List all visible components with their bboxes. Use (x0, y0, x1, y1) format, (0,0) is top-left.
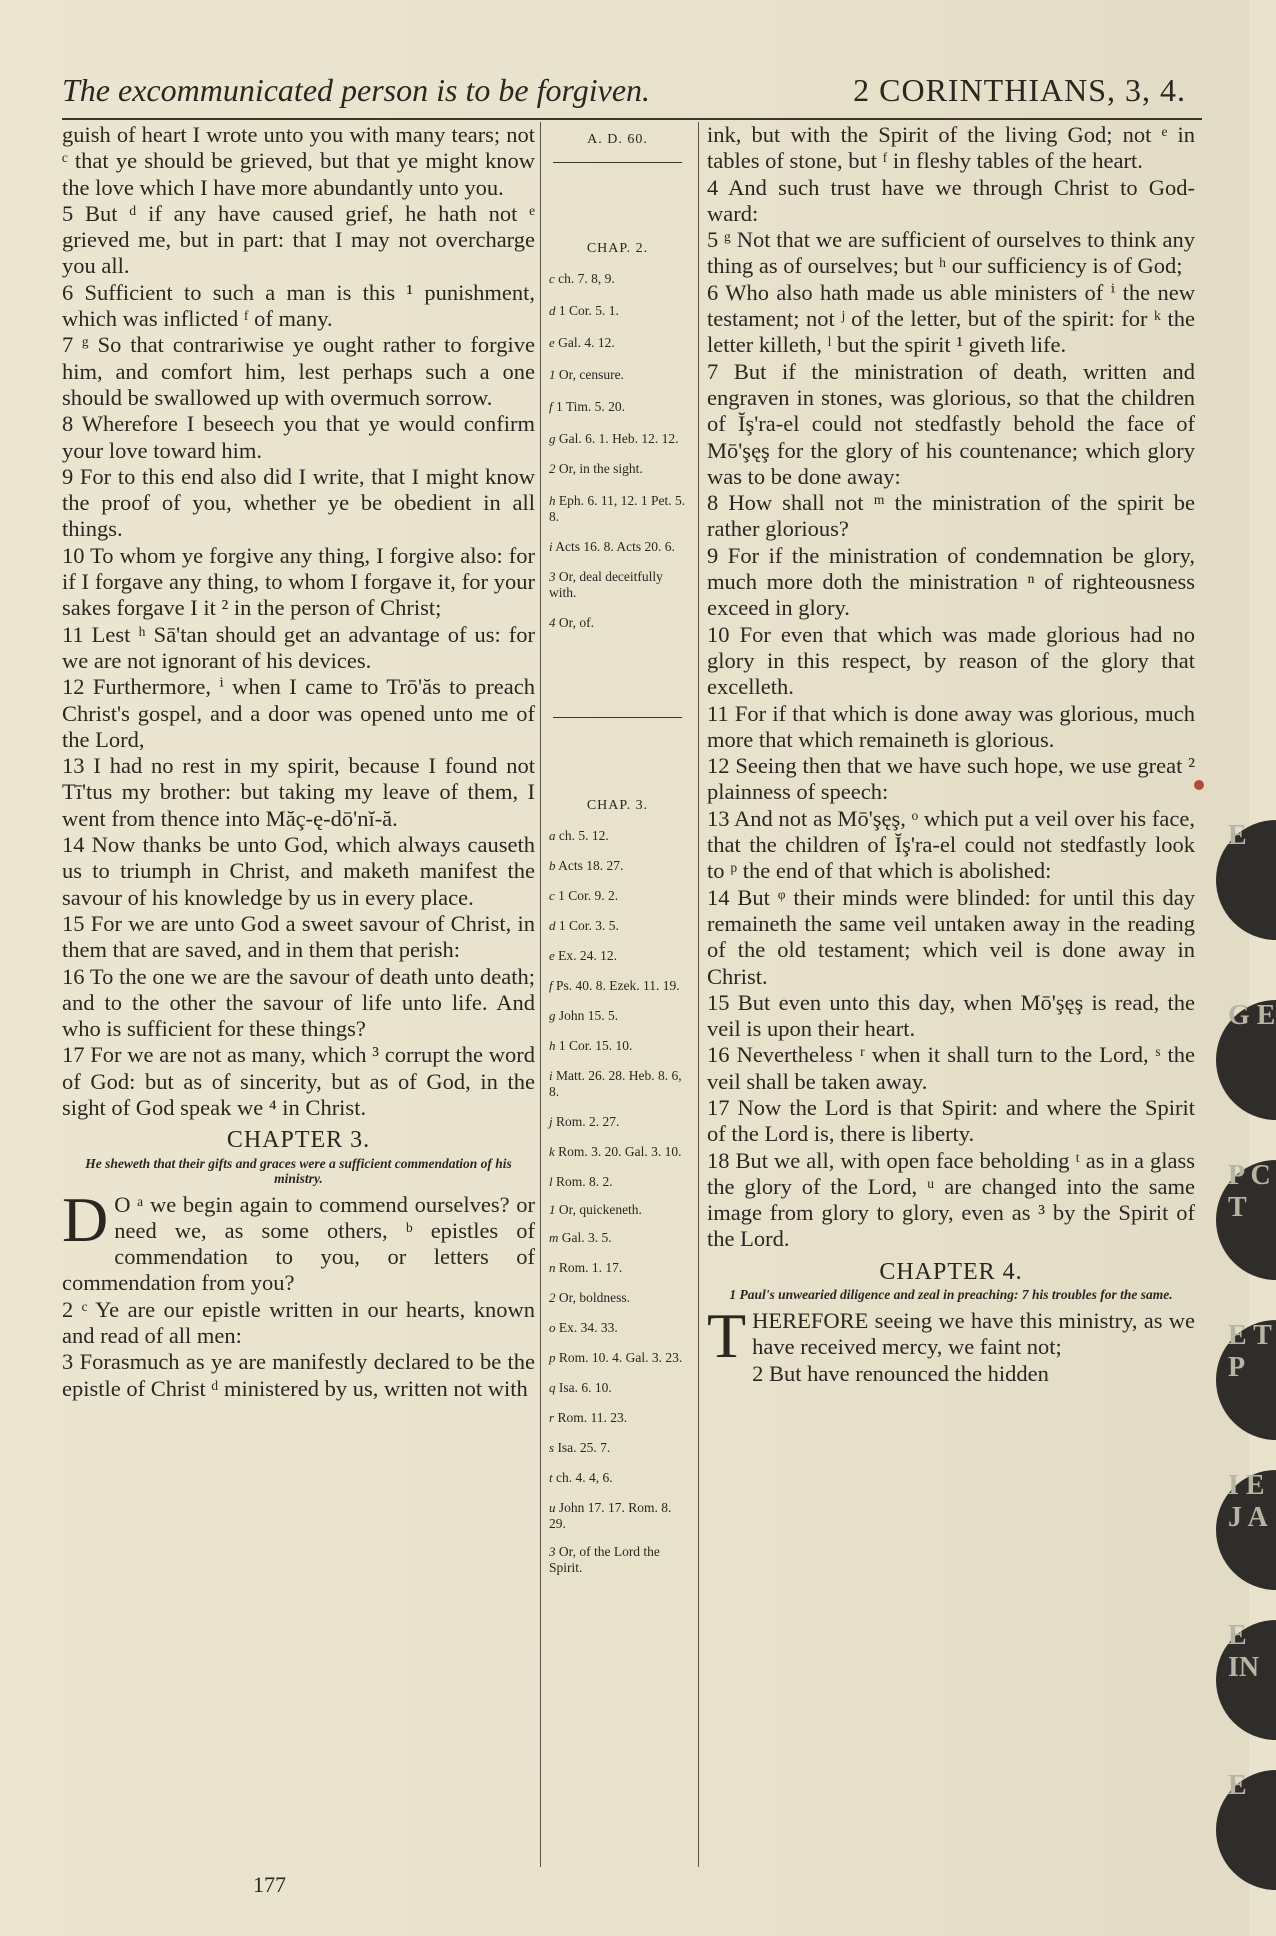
thumb-index-tab[interactable]: E (1216, 820, 1276, 940)
verse: 15 For we are unto God a sweet savour of Christ, in them that are saved, and in them that perish: (62, 910, 535, 963)
reference-text: Or, in the sight. (558, 461, 643, 476)
reference-text: Gal. 6. 1. Heb. 12. 12. (558, 431, 679, 446)
reference-key: q (549, 1380, 556, 1395)
cross-reference (545, 1144, 690, 1160)
reference-key: k (549, 1144, 555, 1159)
reference-text: Rom. 8. 2. (556, 1174, 613, 1189)
verse-text: O ᵃ we begin again to commend ourselves? or need we, as some others, ᵇ epistles of commendation to you, or letters of commendation from you? (62, 1191, 535, 1296)
cross-reference (545, 1500, 690, 1532)
cross-reference (545, 858, 690, 874)
reference-text: Rom. 3. 20. Gal. 3. 10. (558, 1144, 682, 1159)
verse: 10 For even that which was made glorious had no glory in this respect, by reason of the glory that excelleth. (707, 621, 1195, 700)
column-rule-left (540, 122, 541, 1867)
reference-key: i (549, 1068, 553, 1083)
verse: 5 But ᵈ if any have caused grief, he hath not ᵉ grieved me, but in part: that I may not overcharge you all. (62, 200, 535, 279)
cross-reference (545, 1174, 690, 1190)
reference-text: 1 Cor. 9. 2. (558, 888, 619, 903)
reference-key: h (549, 1038, 556, 1053)
cross-reference-column (545, 122, 690, 1576)
reference-text: John 17. 17. Rom. 8. 29. (549, 1500, 672, 1531)
chap-2-refs (545, 271, 690, 631)
reference-key: b (549, 858, 556, 873)
reference-key: 3 (549, 1544, 556, 1559)
verse: 17 Now the Lord is that Spirit: and where the Spirit of the Lord is, there is liberty. (707, 1094, 1195, 1147)
verse: 18 But we all, with open face beholding ᵗ as in a glass the glory of the Lord, ᵘ are changed into the same image from glory to glory, even as ³ by the Spirit of the Lord. (707, 1147, 1195, 1252)
cross-reference (545, 1260, 690, 1276)
cross-reference (545, 1410, 690, 1426)
red-mark (1194, 780, 1204, 790)
reference-key: l (549, 1174, 553, 1189)
chapter-3-verse-1 (62, 1183, 535, 1297)
verse: guish of heart I wrote unto you with many tears; not ᶜ that ye should be grieved, but that ye might know the love which I have more abundantly unto you. (62, 122, 535, 200)
cross-reference (545, 335, 690, 351)
left-column (62, 122, 535, 1402)
cross-reference (545, 1350, 690, 1366)
verse: 2 But have renounced the hidden (752, 1360, 1049, 1386)
verse: 9 For to this end also did I write, that I might know the proof of you, whether ye be obedient in all things. (62, 463, 535, 542)
reference-key: s (549, 1440, 555, 1455)
reference-key: a (549, 828, 556, 843)
reference-text: Or, censure. (558, 367, 624, 382)
verse-text: HEREFORE seeing we have this ministry, as we have received mercy, we faint not; (752, 1308, 1195, 1360)
reference-text: Eph. 6. 11, 12. 1 Pet. 5. 8. (549, 493, 686, 524)
year-label: A. D. 60. (587, 132, 648, 147)
verse: 14 Now thanks be unto God, which always causeth us to triumph in Christ, and maketh manifest the savour of his knowledge by us in every place. (62, 832, 535, 910)
verse: 11 For if that which is done away was glorious, much more that which remaineth is glorious. (707, 700, 1195, 752)
cross-reference (545, 978, 690, 994)
cross-reference (545, 493, 690, 525)
reference-text: Or, of. (558, 615, 594, 630)
cross-reference (545, 271, 690, 287)
cross-reference (545, 539, 690, 555)
cross-reference (545, 1380, 690, 1396)
verse: 3 Forasmuch as ye are manifestly declared to be the epistle of Christ ᵈ ministered by us, written not with (62, 1349, 535, 1401)
reference-text: ch. 7. 8, 9. (558, 271, 615, 286)
header-title: The excommunicated person is to be forgiven. (62, 72, 651, 108)
header-book: 2 CORINTHIANS, 3, 4. (853, 72, 1186, 108)
reference-text: Gal. 3. 5. (561, 1230, 612, 1245)
reference-key: e (549, 335, 555, 350)
reference-key: r (549, 1410, 555, 1425)
column-rule-right (698, 122, 699, 1867)
cross-reference (545, 1470, 690, 1486)
thumb-index-tab[interactable]: E IN (1216, 1620, 1276, 1740)
reference-key: j (549, 1114, 553, 1129)
reference-text: ch. 5. 12. (558, 828, 609, 843)
reference-text: Rom. 11. 23. (557, 1410, 628, 1425)
cross-reference (545, 569, 690, 601)
reference-key: 1 (549, 1202, 556, 1217)
cross-reference (545, 615, 690, 631)
reference-key: d (549, 303, 556, 318)
cross-reference (545, 1068, 690, 1100)
reference-key: f (549, 978, 553, 993)
cross-reference (545, 1290, 690, 1306)
reference-text: Or, boldness. (558, 1290, 630, 1305)
verse: ink, but with the Spirit of the living God; not ᵉ in tables of stone, but ᶠ in fleshy tables of the heart. (707, 122, 1195, 174)
verse: 5 ᵍ Not that we are sufficient of ourselves to think any thing as of ourselves; but ʰ our sufficiency is of God; (707, 227, 1195, 279)
divider (553, 717, 682, 718)
reference-text: Or, of the Lord the Spirit. (549, 1544, 660, 1575)
reference-key: u (549, 1500, 556, 1515)
reference-text: Gal. 4. 12. (558, 335, 615, 350)
verse: 17 For we are not as many, which ³ corrupt the word of God: but as of sincerity, but as of God, in the sight of God speak we ⁴ in Christ. (62, 1042, 535, 1120)
reference-key: g (549, 431, 556, 446)
verse: 14 But ᵠ their minds were blinded: for until this day remaineth the same veil untaken away in the reading of the old testament; which veil is done away in Christ. (707, 884, 1195, 989)
cross-reference (545, 888, 690, 904)
reference-text: Or, quickeneth. (558, 1202, 642, 1217)
reference-text: Ps. 40. 8. Ezek. 11. 19. (556, 978, 680, 993)
verse: 13 And not as Mō'şęş, ᵒ which put a veil over his face, that the children of Ĭş'ra-el could not stedfastly look to ᵖ the end of that which is abolished: (707, 805, 1195, 884)
cross-reference (545, 1230, 690, 1246)
verse: 2 ᶜ Ye are our epistle written in our hearts, known and read of all men: (62, 1296, 535, 1349)
reference-key: 1 (549, 367, 556, 382)
reference-text: Rom. 10. 4. Gal. 3. 23. (558, 1350, 683, 1365)
reference-text: Isa. 25. 7. (557, 1440, 611, 1455)
verse: 16 To the one we are the savour of death unto death; and to the other the savour of life unto life. And who is sufficient for these things? (62, 963, 535, 1042)
reference-text: Rom. 1. 17. (558, 1260, 623, 1275)
cross-reference (545, 399, 690, 415)
reference-key: c (549, 888, 555, 903)
reference-text: 1 Cor. 15. 10. (558, 1038, 633, 1053)
reference-key: 4 (549, 615, 556, 630)
thumb-index-tab[interactable]: E T P (1216, 1320, 1276, 1440)
reference-key: g (549, 1008, 556, 1023)
cross-reference (545, 1038, 690, 1054)
reference-key: n (549, 1260, 556, 1275)
cross-reference (545, 918, 690, 934)
cross-reference (545, 1008, 690, 1024)
divider (553, 162, 682, 163)
reference-text: 1 Tim. 5. 20. (556, 399, 626, 414)
reference-text: Matt. 26. 28. Heb. 8. 6, 8. (549, 1068, 682, 1099)
reference-text: Rom. 2. 27. (556, 1114, 620, 1129)
reference-key: 2 (549, 1290, 556, 1305)
cross-reference (545, 1440, 690, 1456)
verse: 8 How shall not ᵐ the ministration of the spirit be rather glorious? (707, 490, 1195, 542)
chap-3-refs (545, 828, 690, 1576)
reference-key: d (549, 918, 556, 933)
cross-reference (545, 948, 690, 964)
cross-reference (545, 828, 690, 844)
verse: 7 ᵍ So that contrariwise ye ought rather to forgive him, and comfort him, lest perhaps such a one should be swallowed up with overmuch sorrow. (62, 332, 535, 410)
reference-text: Or, deal deceitfully with. (549, 569, 663, 600)
reference-key: o (549, 1320, 556, 1335)
cross-reference (545, 461, 690, 477)
chapter-4-summary: 1 Paul's unwearied diligence and zeal in preaching: 7 his troubles for the same. (729, 1287, 1173, 1303)
reference-key: 3 (549, 569, 556, 584)
right-column (707, 122, 1195, 1387)
verse: 9 For if the ministration of condemnation be glory, much more doth the ministration ⁿ of righteousness exceed in glory. (707, 542, 1195, 621)
reference-text: 1 Cor. 3. 5. (558, 918, 619, 933)
verse: 12 Seeing then that we have such hope, we use great ² plainness of speech: (707, 753, 1195, 805)
chapter-3-summary: He sheweth that their gifts and graces were a sufficient commendation of his ministry. (85, 1155, 512, 1186)
reference-key: 2 (549, 461, 556, 476)
verse: 6 Sufficient to such a man is this ¹ punishment, which was inflicted ᶠ of many. (62, 279, 535, 332)
reference-text: Acts 18. 27. (558, 858, 624, 873)
chap-2-label: CHAP. 2. (586, 241, 649, 256)
reference-text: Acts 16. 8. Acts 20. 6. (555, 539, 675, 554)
verse: 11 Lest ʰ Sā'tan should get an advantage of us: for we are not ignorant of his devices. (62, 621, 535, 673)
cross-reference (545, 431, 690, 447)
running-header (62, 68, 1202, 120)
chapter-3-heading: CHAPTER 3. (226, 1127, 371, 1154)
cross-reference (545, 1114, 690, 1130)
verse: 16 Nevertheless ʳ when it shall turn to the Lord, ˢ the veil shall be taken away. (707, 1042, 1195, 1094)
reference-key: t (549, 1470, 553, 1485)
reference-key: m (549, 1230, 559, 1245)
reference-text: Ex. 34. 33. (558, 1320, 618, 1335)
reference-key: p (549, 1350, 556, 1365)
reference-key: i (549, 539, 553, 554)
chapter-4-verse-1 (707, 1300, 1195, 1372)
reference-text: 1 Cor. 5. 1. (558, 303, 619, 318)
verse: 15 But even unto this day, when Mō'şęş is read, the veil is upon their heart. (707, 989, 1195, 1042)
dropcap-letter: T (707, 1300, 747, 1372)
verse: 13 I had no rest in my spirit, because I found not Tī'tus my brother: but taking my leave of them, I went from thence into Măç-ę-dō'nĭ-ă. (62, 753, 535, 831)
dropcap-letter: D (62, 1183, 109, 1255)
reference-text: ch. 4. 4, 6. (556, 1470, 613, 1485)
verse: 8 Wherefore I beseech you that ye would confirm your love toward him. (62, 411, 535, 463)
cross-reference (545, 367, 690, 383)
thumb-index-tab[interactable]: E (1216, 1770, 1276, 1890)
reference-key: e (549, 948, 555, 963)
verse: 7 But if the ministration of death, written and engraven in stones, was glorious, so that the children of Ĭş'ra-el could not stedfastly behold the face of Mō'şęş for the glory of his countenance; which glory was to be done away: (707, 358, 1195, 489)
reference-key: f (549, 399, 553, 414)
thumb-index-tab[interactable]: I E J A (1216, 1470, 1276, 1590)
reference-text: Isa. 6. 10. (558, 1380, 612, 1395)
cross-reference (545, 303, 690, 319)
thumb-index-tab[interactable]: P C T (1216, 1160, 1276, 1280)
cross-reference (545, 1202, 690, 1218)
chapter-4-heading: CHAPTER 4. (879, 1258, 1023, 1285)
reference-text: John 15. 5. (558, 1008, 619, 1023)
verse: 10 To whom ye forgive any thing, I forgive also: for if I forgave any thing, to whom I forgave it, for your sakes forgave I it ² in the person of Christ; (62, 542, 535, 621)
verse: 4 And such trust have we through Christ to God-ward: (707, 174, 1195, 226)
verse: 6 Who also hath made us able ministers of ⁱ the new testament; not ʲ of the letter, but of the spirit: for ᵏ the letter killeth, ˡ but the spirit ¹ giveth life. (707, 279, 1195, 358)
verse: 12 Furthermore, ⁱ when I came to Trō'ăs to preach Christ's gospel, and a door was opened unto me of the Lord, (62, 674, 535, 752)
reference-key: c (549, 271, 555, 286)
chap-3-label: CHAP. 3. (586, 798, 649, 813)
thumb-index-tab[interactable]: G E (1216, 1000, 1276, 1120)
reference-key: h (549, 493, 556, 508)
reference-text: Ex. 24. 12. (558, 948, 618, 963)
cross-reference (545, 1544, 690, 1576)
page-number: 177 (253, 1872, 286, 1897)
cross-reference (545, 1320, 690, 1336)
